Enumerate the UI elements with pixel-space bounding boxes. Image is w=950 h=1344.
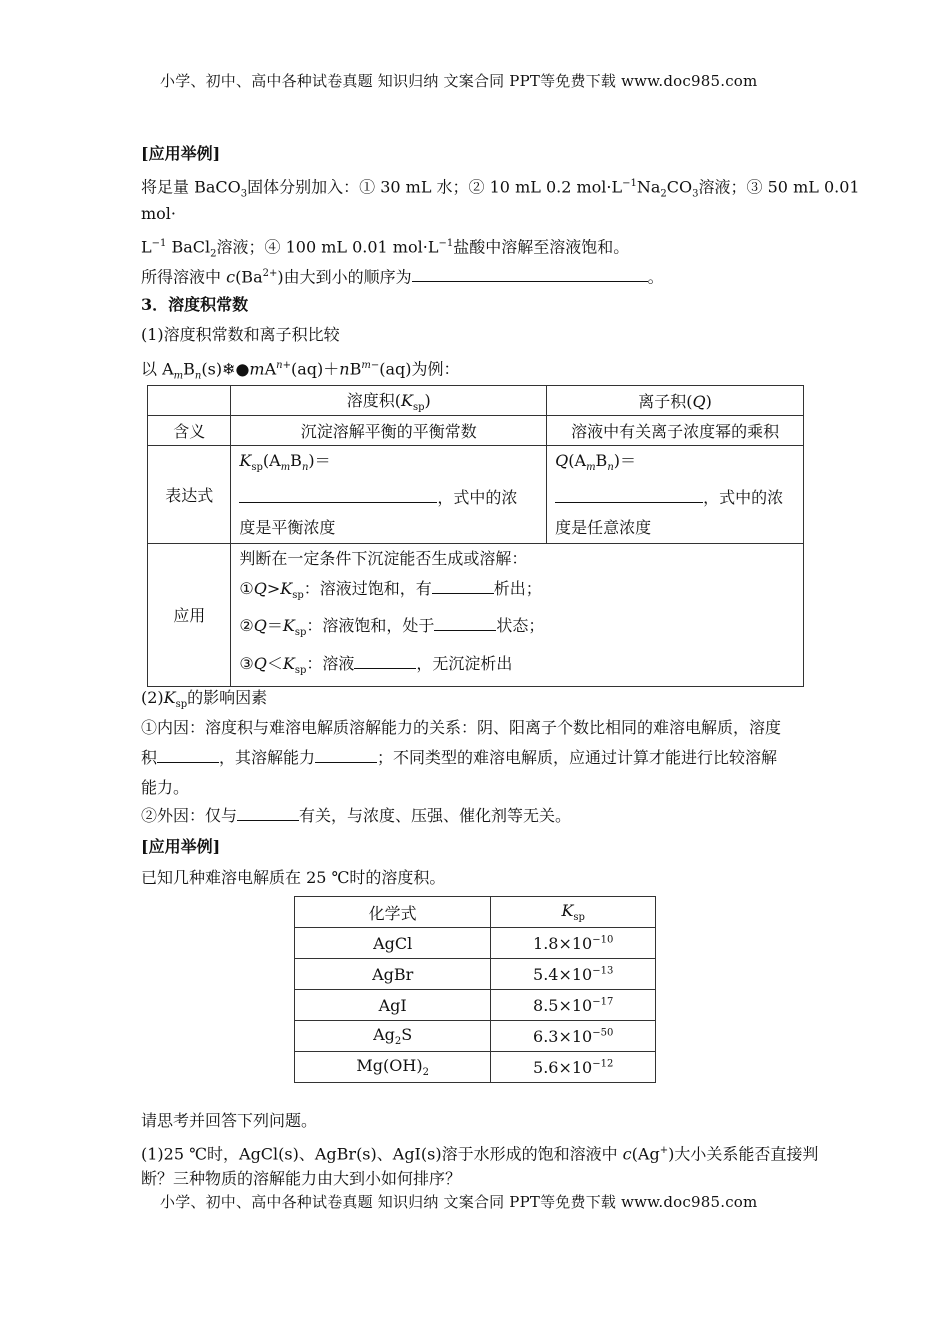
- row-label-expression: 表达式: [148, 446, 231, 544]
- ksp-cell: $8.5\times 10^{-17}$: [491, 990, 656, 1021]
- page-header: 小学、初中、高中各种试卷真题 知识归纳 文案合同 PPT等免费下载 www.doc985.com: [160, 72, 758, 90]
- factor-internal-line-1: ①内因：溶度积与难溶电解质溶解能力的关系：阴、阳离子个数比相同的难溶电解质，溶度: [141, 718, 782, 737]
- table-row: [148, 446, 804, 544]
- ksp-cell: $1.8\times 10^{-10}$: [491, 928, 656, 959]
- ksp-expression-blank[interactable]: [239, 487, 437, 503]
- equilibrium-equation: 以 $A_mB_n(s)❄●mA^{n+}(aq)+nB^{m-}(aq)$为例：: [141, 359, 460, 382]
- example-question: 所得溶液中 $c(Ba^{2+})$由大到小的顺序为 。: [141, 267, 664, 287]
- formula-cell: $Mg(OH)_2$: [295, 1052, 491, 1083]
- table-row: [295, 990, 656, 1021]
- blank-solubility[interactable]: [315, 747, 377, 763]
- answer-blank[interactable]: [412, 266, 648, 282]
- blank-ksp-size[interactable]: [157, 747, 219, 763]
- factor-internal-line-2: 积 ，其溶解能力 ；不同类型的难溶电解质，应通过计算才能进行比较溶解: [141, 748, 778, 767]
- ksp-cell: $5.4\times 10^{-13}$: [491, 959, 656, 990]
- formula-cell: $Ag_2S$: [295, 1021, 491, 1052]
- ksp-table: [294, 896, 656, 1083]
- example-line-3: $L^{-1}$ BaCl$_2$溶液；④ 100 mL 0.01 $mol\cdot L^{-1}$盐酸中溶解至溶液饱和。: [141, 237, 630, 260]
- q-expression-blank[interactable]: [555, 487, 703, 503]
- subsection-title-2: $(2)K_{sp}$的影响因素: [141, 688, 268, 711]
- table-row: [295, 959, 656, 990]
- header-formula: 化学式: [295, 897, 491, 928]
- example-tag-2: [应用举例]: [141, 837, 221, 856]
- cell-q-expression: $Q(A_mB_n)=$ ，式中的浓 度是任意浓度: [547, 446, 804, 544]
- question-1-line-1: (1)25 ℃时，AgCl(s)、AgBr(s)、AgI(s)溶于水形成的饱和溶液中 c(Ag+)大小关系能否直接判: [141, 1144, 819, 1164]
- header-q: 离子积(Q): [547, 386, 804, 416]
- blank-precipitate[interactable]: [432, 578, 494, 594]
- cell-ksp-expression: $K_{sp}(A_mB_n)=$ ，式中的浓 度是平衡浓度: [231, 446, 547, 544]
- formula-cell: AgCl: [295, 928, 491, 959]
- example-line-1: 将足量 BaCO$_3$固体分别加入：① 30 mL 水；② 10 mL 0.2 $mol\cdot L^{-1}Na_2CO_3$溶液；③ 50 mL 0.01: [141, 177, 860, 200]
- table-header-row: [148, 386, 804, 416]
- cell-ksp-meaning: 沉淀溶解平衡的平衡常数: [231, 416, 547, 446]
- comparison-table: [147, 385, 804, 687]
- row-label-meaning: 含义: [148, 416, 231, 446]
- table-row: [295, 928, 656, 959]
- formula-cell: AgI: [295, 990, 491, 1021]
- section-title-3: 3．溶度积常数: [141, 295, 249, 314]
- table-row: [295, 1052, 656, 1083]
- ksp-cell: $6.3\times 10^{-50}$: [491, 1021, 656, 1052]
- factor-external: ②外因：仅与 有关，与浓度、压强、催化剂等无关。: [141, 806, 572, 825]
- ksp-intro: 已知几种难溶电解质在 25 ℃时的溶度积。: [141, 868, 446, 887]
- subsection-title-1: (1)溶度积常数和离子积比较: [141, 325, 340, 344]
- blank-unsaturated[interactable]: [354, 653, 416, 669]
- formula-cell: AgBr: [295, 959, 491, 990]
- example-tag-1: [应用举例]: [141, 144, 221, 163]
- example-line-2: mol·: [141, 204, 177, 223]
- cell-application: 判断在一定条件下沉淀能否生成或溶解： $①Q>K_{sp}$：溶液过饱和，有 析出； $②Q=K_{sp}$：溶液饱和，处于 状态； $③Q<K_{sp}$：溶液 ，无沉淀析出: [231, 544, 804, 687]
- factor-internal-line-3: 能力。: [141, 778, 190, 797]
- think-prompt: 请思考并回答下列问题。: [141, 1111, 318, 1130]
- row-label-application: 应用: [148, 544, 231, 687]
- question-1-line-2: 断？三种物质的溶解能力由大到小如何排序？: [141, 1169, 462, 1188]
- ksp-table-header: [295, 897, 656, 928]
- blank-external-factor[interactable]: [237, 805, 299, 821]
- header-ksp-value: $K_{sp}$: [491, 897, 656, 928]
- header-ksp: 溶度积$(K_{sp})$: [231, 386, 547, 416]
- ksp-cell: $5.6\times 10^{-12}$: [491, 1052, 656, 1083]
- blank-state[interactable]: [434, 615, 496, 631]
- table-row: [148, 416, 804, 446]
- cell-q-meaning: 溶液中有关离子浓度幂的乘积: [547, 416, 804, 446]
- page-footer: 小学、初中、高中各种试卷真题 知识归纳 文案合同 PPT等免费下载 www.doc985.com: [160, 1193, 758, 1211]
- table-row: [148, 544, 804, 687]
- table-row: [295, 1021, 656, 1052]
